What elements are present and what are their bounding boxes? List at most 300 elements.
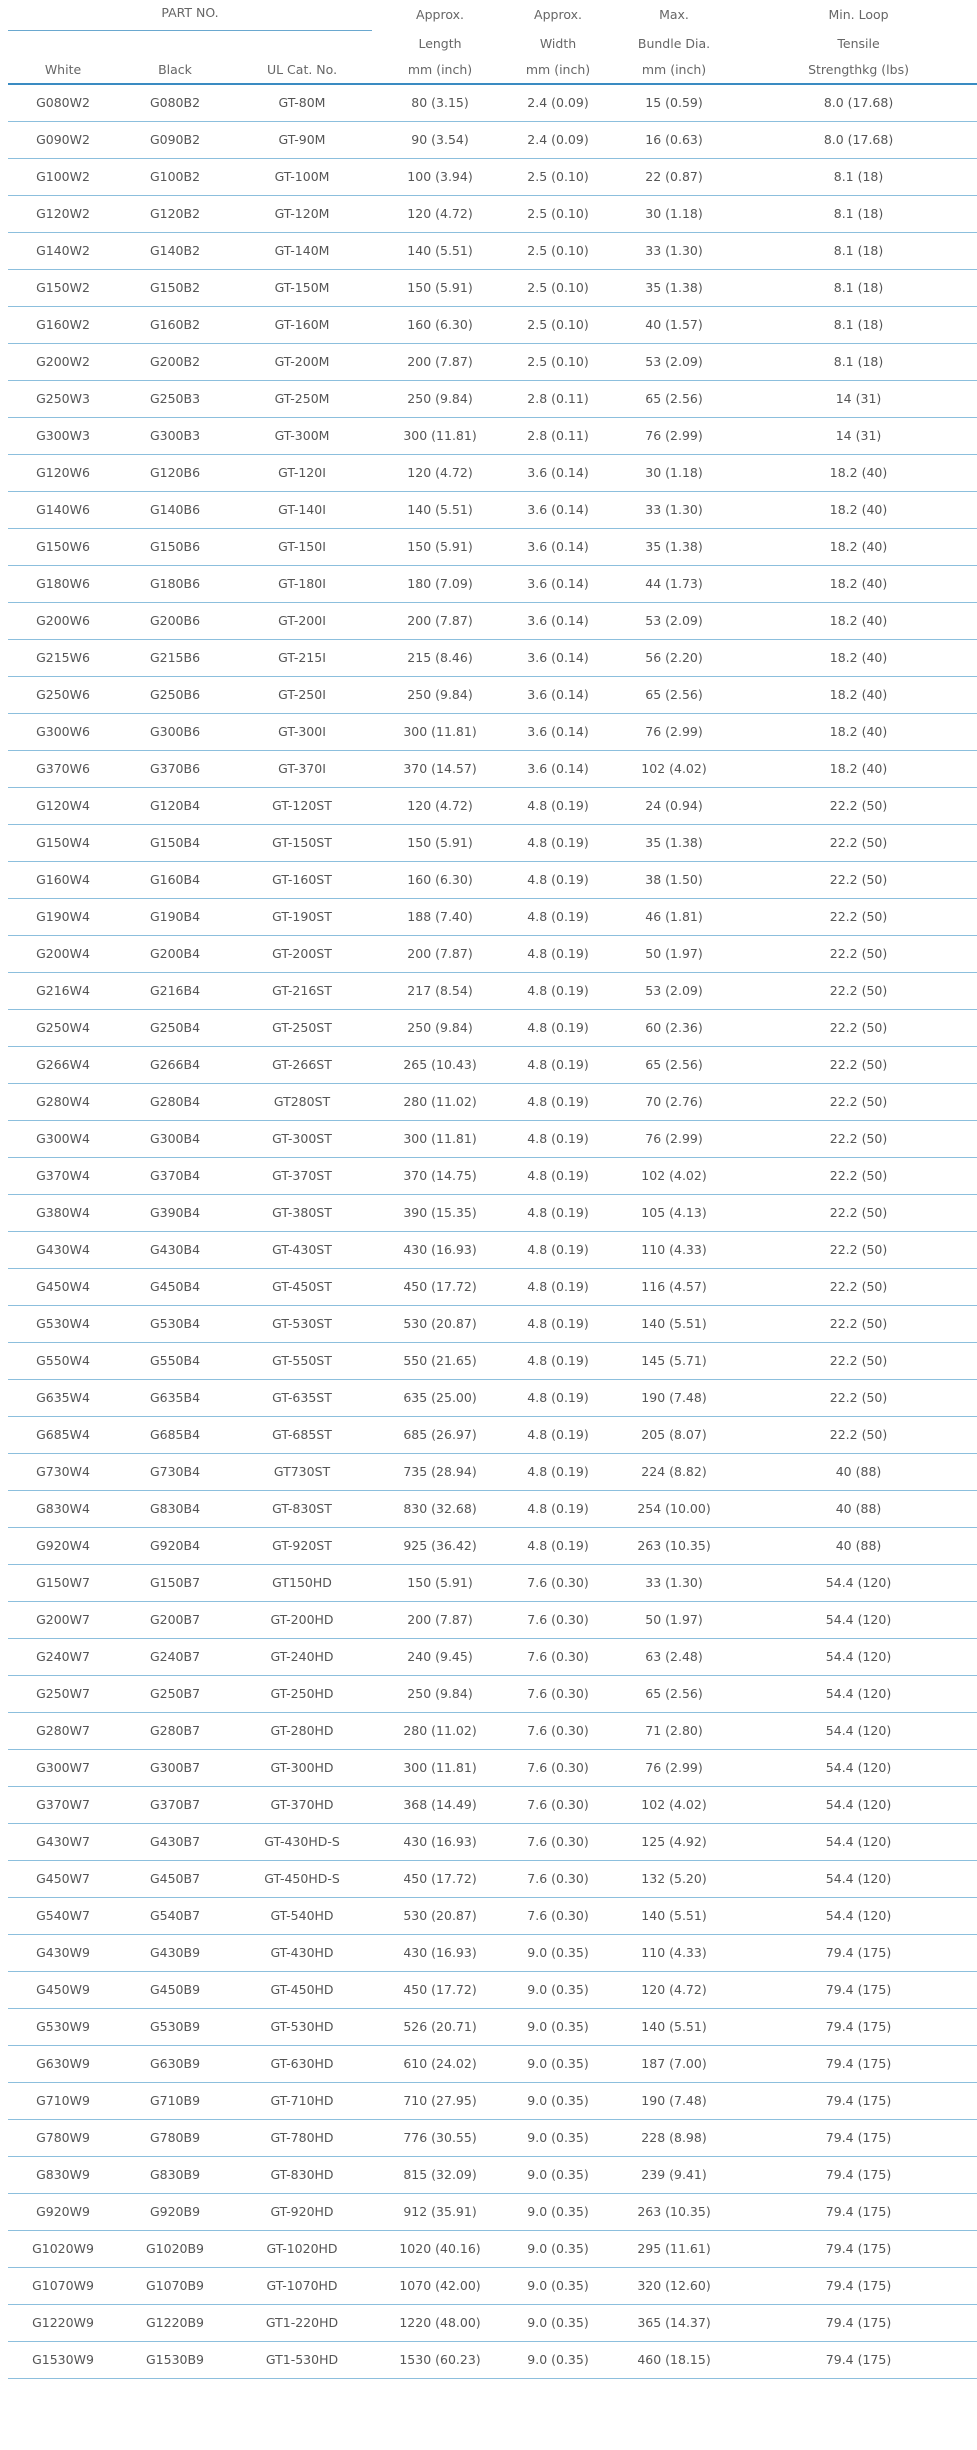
cell-black-part-no: G280B7 (118, 1712, 232, 1749)
cell-white-part-no: G830W4 (8, 1490, 118, 1527)
cell-width: 3.6 (0.14) (508, 750, 608, 787)
cell-length: 300 (11.81) (372, 1120, 508, 1157)
cell-white-part-no: G450W9 (8, 1971, 118, 2008)
cell-tensile-strength: 79.4 (175) (740, 2193, 977, 2230)
cell-tensile-strength: 79.4 (175) (740, 2119, 977, 2156)
cell-ul-cat-no: GT-250M (232, 380, 372, 417)
cell-length: 430 (16.93) (372, 1231, 508, 1268)
table-row (8, 1268, 977, 1305)
table-row (8, 861, 977, 898)
cell-bundle-dia: 53 (2.09) (608, 343, 740, 380)
cell-black-part-no: G240B7 (118, 1638, 232, 1675)
cell-length: 815 (32.09) (372, 2156, 508, 2193)
cell-black-part-no: G266B4 (118, 1046, 232, 1083)
cell-bundle-dia: 76 (2.99) (608, 1749, 740, 1786)
cell-tensile-strength: 79.4 (175) (740, 2082, 977, 2119)
cell-ul-cat-no: GT-370HD (232, 1786, 372, 1823)
cell-width: 9.0 (0.35) (508, 2082, 608, 2119)
cell-white-part-no: G080W2 (8, 84, 118, 122)
cell-length: 1020 (40.16) (372, 2230, 508, 2267)
table-row (8, 1416, 977, 1453)
cell-width: 9.0 (0.35) (508, 1971, 608, 2008)
header-tensile-unit: Strengthkg (lbs) (740, 57, 977, 84)
cell-black-part-no: G780B9 (118, 2119, 232, 2156)
cell-length: 300 (11.81) (372, 417, 508, 454)
cell-white-part-no: G160W2 (8, 306, 118, 343)
cell-length: 776 (30.55) (372, 2119, 508, 2156)
cell-width: 3.6 (0.14) (508, 454, 608, 491)
cell-black-part-no: G300B6 (118, 713, 232, 750)
cell-tensile-strength: 22.2 (50) (740, 1231, 977, 1268)
table-row (8, 2156, 977, 2193)
cell-width: 4.8 (0.19) (508, 1527, 608, 1564)
header-row-1 (8, 0, 977, 31)
cell-width: 7.6 (0.30) (508, 1749, 608, 1786)
table-row (8, 380, 977, 417)
cell-tensile-strength: 22.2 (50) (740, 898, 977, 935)
cell-bundle-dia: 228 (8.98) (608, 2119, 740, 2156)
cell-bundle-dia: 145 (5.71) (608, 1342, 740, 1379)
table-row (8, 2119, 977, 2156)
cell-tensile-strength: 8.1 (18) (740, 195, 977, 232)
cell-black-part-no: G710B9 (118, 2082, 232, 2119)
cell-length: 188 (7.40) (372, 898, 508, 935)
cell-tensile-strength: 79.4 (175) (740, 2341, 977, 2378)
cell-tensile-strength: 8.0 (17.68) (740, 121, 977, 158)
cell-ul-cat-no: GT-450HD-S (232, 1860, 372, 1897)
cell-length: 368 (14.49) (372, 1786, 508, 1823)
cell-length: 526 (20.71) (372, 2008, 508, 2045)
table-row (8, 2230, 977, 2267)
cell-black-part-no: G216B4 (118, 972, 232, 1009)
cell-white-part-no: G200W7 (8, 1601, 118, 1638)
header-bundle-unit: mm (inch) (608, 57, 740, 84)
cell-white-part-no: G530W4 (8, 1305, 118, 1342)
cell-white-part-no: G300W6 (8, 713, 118, 750)
cell-white-part-no: G450W7 (8, 1860, 118, 1897)
cell-tensile-strength: 22.2 (50) (740, 861, 977, 898)
cell-ul-cat-no: GT-140I (232, 491, 372, 528)
cell-black-part-no: G920B4 (118, 1527, 232, 1564)
cell-white-part-no: G630W9 (8, 2045, 118, 2082)
cell-white-part-no: G190W4 (8, 898, 118, 935)
cell-width: 7.6 (0.30) (508, 1601, 608, 1638)
cell-ul-cat-no: GT-120I (232, 454, 372, 491)
cell-length: 430 (16.93) (372, 1934, 508, 1971)
cell-width: 2.4 (0.09) (508, 121, 608, 158)
cell-width: 4.8 (0.19) (508, 1194, 608, 1231)
cell-length: 735 (28.94) (372, 1453, 508, 1490)
cell-width: 2.5 (0.10) (508, 158, 608, 195)
cell-white-part-no: G180W6 (8, 565, 118, 602)
table-row (8, 1971, 977, 2008)
cell-ul-cat-no: GT-830HD (232, 2156, 372, 2193)
table-row (8, 1749, 977, 1786)
cell-ul-cat-no: GT-300M (232, 417, 372, 454)
cell-black-part-no: G215B6 (118, 639, 232, 676)
header-tensile-line1: Min. Loop (828, 7, 889, 23)
cell-bundle-dia: 65 (2.56) (608, 1046, 740, 1083)
cell-white-part-no: G090W2 (8, 121, 118, 158)
cell-white-part-no: G450W4 (8, 1268, 118, 1305)
cell-white-part-no: G140W2 (8, 232, 118, 269)
cell-length: 217 (8.54) (372, 972, 508, 1009)
cell-length: 180 (7.09) (372, 565, 508, 602)
cell-black-part-no: G150B4 (118, 824, 232, 861)
table-row (8, 343, 977, 380)
cell-tensile-strength: 8.1 (18) (740, 269, 977, 306)
cell-tensile-strength: 40 (88) (740, 1527, 977, 1564)
cell-tensile-strength: 22.2 (50) (740, 1305, 977, 1342)
cell-ul-cat-no: GT-380ST (232, 1194, 372, 1231)
table-row (8, 1305, 977, 1342)
cell-tensile-strength: 8.1 (18) (740, 306, 977, 343)
cell-width: 9.0 (0.35) (508, 1934, 608, 1971)
table-row (8, 1897, 977, 1934)
cell-length: 925 (36.42) (372, 1527, 508, 1564)
cell-tensile-strength: 8.0 (17.68) (740, 84, 977, 122)
cell-black-part-no: G200B6 (118, 602, 232, 639)
cell-bundle-dia: 33 (1.30) (608, 491, 740, 528)
cell-width: 3.6 (0.14) (508, 602, 608, 639)
cell-ul-cat-no: GT-370I (232, 750, 372, 787)
cell-bundle-dia: 254 (10.00) (608, 1490, 740, 1527)
table-row (8, 1601, 977, 1638)
cell-bundle-dia: 40 (1.57) (608, 306, 740, 343)
cell-bundle-dia: 50 (1.97) (608, 1601, 740, 1638)
cell-width: 2.5 (0.10) (508, 306, 608, 343)
cell-width: 2.4 (0.09) (508, 84, 608, 122)
cell-bundle-dia: 76 (2.99) (608, 417, 740, 454)
cell-ul-cat-no: GT-450ST (232, 1268, 372, 1305)
cell-black-part-no: G450B4 (118, 1268, 232, 1305)
cell-tensile-strength: 79.4 (175) (740, 1971, 977, 2008)
cell-bundle-dia: 63 (2.48) (608, 1638, 740, 1675)
cell-black-part-no: G190B4 (118, 898, 232, 935)
cell-ul-cat-no: GT1-530HD (232, 2341, 372, 2378)
cell-width: 7.6 (0.30) (508, 1638, 608, 1675)
table-row (8, 1934, 977, 1971)
cell-ul-cat-no: GT-240HD (232, 1638, 372, 1675)
cell-black-part-no: G120B4 (118, 787, 232, 824)
cell-tensile-strength: 79.4 (175) (740, 1934, 977, 1971)
cell-ul-cat-no: GT-200I (232, 602, 372, 639)
cell-tensile-strength: 22.2 (50) (740, 1379, 977, 1416)
cell-bundle-dia: 35 (1.38) (608, 824, 740, 861)
cell-white-part-no: G710W9 (8, 2082, 118, 2119)
cell-ul-cat-no: GT-200HD (232, 1601, 372, 1638)
cell-black-part-no: G630B9 (118, 2045, 232, 2082)
header-width-line2: Width (539, 35, 577, 51)
cell-width: 4.8 (0.19) (508, 1416, 608, 1453)
cell-bundle-dia: 65 (2.56) (608, 380, 740, 417)
cell-ul-cat-no: GT-280HD (232, 1712, 372, 1749)
cell-black-part-no: G430B4 (118, 1231, 232, 1268)
cell-tensile-strength: 14 (31) (740, 417, 977, 454)
cell-ul-cat-no: GT-300ST (232, 1120, 372, 1157)
table-row (8, 195, 977, 232)
cell-length: 200 (7.87) (372, 602, 508, 639)
cell-ul-cat-no: GT-430HD (232, 1934, 372, 1971)
cell-tensile-strength: 8.1 (18) (740, 232, 977, 269)
cell-width: 2.8 (0.11) (508, 380, 608, 417)
cell-tensile-strength: 8.1 (18) (740, 343, 977, 380)
cell-length: 90 (3.54) (372, 121, 508, 158)
table-row (8, 1046, 977, 1083)
header-width-line1: Approx. (534, 7, 582, 23)
cell-length: 450 (17.72) (372, 1971, 508, 2008)
cell-white-part-no: G430W9 (8, 1934, 118, 1971)
cell-black-part-no: G150B2 (118, 269, 232, 306)
cell-white-part-no: G266W4 (8, 1046, 118, 1083)
cell-length: 1220 (48.00) (372, 2304, 508, 2341)
cell-bundle-dia: 102 (4.02) (608, 1157, 740, 1194)
cell-length: 685 (26.97) (372, 1416, 508, 1453)
cell-black-part-no: G1220B9 (118, 2304, 232, 2341)
cell-width: 9.0 (0.35) (508, 2193, 608, 2230)
table-row (8, 1823, 977, 1860)
cell-bundle-dia: 125 (4.92) (608, 1823, 740, 1860)
cell-ul-cat-no: GT-200ST (232, 935, 372, 972)
cell-black-part-no: G1020B9 (118, 2230, 232, 2267)
cell-width: 4.8 (0.19) (508, 861, 608, 898)
cell-white-part-no: G1070W9 (8, 2267, 118, 2304)
cell-width: 4.8 (0.19) (508, 1083, 608, 1120)
table-row (8, 676, 977, 713)
table-row (8, 1083, 977, 1120)
table-row (8, 750, 977, 787)
cell-length: 160 (6.30) (372, 306, 508, 343)
cell-width: 3.6 (0.14) (508, 639, 608, 676)
cell-black-part-no: G250B4 (118, 1009, 232, 1046)
cell-white-part-no: G250W3 (8, 380, 118, 417)
table-row (8, 306, 977, 343)
table-row (8, 972, 977, 1009)
cell-white-part-no: G370W4 (8, 1157, 118, 1194)
cell-length: 830 (32.68) (372, 1490, 508, 1527)
cell-black-part-no: G430B9 (118, 1934, 232, 1971)
cell-width: 2.5 (0.10) (508, 232, 608, 269)
cell-black-part-no: G430B7 (118, 1823, 232, 1860)
table-row (8, 491, 977, 528)
cell-ul-cat-no: GT-300HD (232, 1749, 372, 1786)
cell-ul-cat-no: GT-635ST (232, 1379, 372, 1416)
cell-ul-cat-no: GT-150I (232, 528, 372, 565)
table-row (8, 232, 977, 269)
cell-width: 3.6 (0.14) (508, 565, 608, 602)
cell-tensile-strength: 18.2 (40) (740, 676, 977, 713)
cell-white-part-no: G1220W9 (8, 2304, 118, 2341)
cell-white-part-no: G920W4 (8, 1527, 118, 1564)
cell-ul-cat-no: GT-266ST (232, 1046, 372, 1083)
cell-bundle-dia: 65 (2.56) (608, 676, 740, 713)
cell-length: 150 (5.91) (372, 824, 508, 861)
cell-ul-cat-no: GT-540HD (232, 1897, 372, 1934)
cell-ul-cat-no: GT-685ST (232, 1416, 372, 1453)
cell-white-part-no: G540W7 (8, 1897, 118, 1934)
cell-width: 9.0 (0.35) (508, 2304, 608, 2341)
cell-ul-cat-no: GT-370ST (232, 1157, 372, 1194)
cell-bundle-dia: 15 (0.59) (608, 84, 740, 122)
cell-black-part-no: G450B9 (118, 1971, 232, 2008)
header-row-3 (8, 57, 977, 84)
header-white: White (8, 57, 118, 84)
cell-bundle-dia: 50 (1.97) (608, 935, 740, 972)
cell-bundle-dia: 460 (18.15) (608, 2341, 740, 2378)
cell-ul-cat-no: GT-920ST (232, 1527, 372, 1564)
cell-width: 7.6 (0.30) (508, 1675, 608, 1712)
cell-length: 120 (4.72) (372, 787, 508, 824)
cell-ul-cat-no: GT-1070HD (232, 2267, 372, 2304)
cell-bundle-dia: 263 (10.35) (608, 1527, 740, 1564)
header-length-unit: mm (inch) (372, 57, 508, 84)
cell-length: 610 (24.02) (372, 2045, 508, 2082)
cell-tensile-strength: 54.4 (120) (740, 1564, 977, 1601)
cell-bundle-dia: 187 (7.00) (608, 2045, 740, 2082)
cell-tensile-strength: 22.2 (50) (740, 972, 977, 1009)
cell-ul-cat-no: GT-250I (232, 676, 372, 713)
cable-tie-spec-table (8, 0, 977, 2379)
cell-bundle-dia: 24 (0.94) (608, 787, 740, 824)
cell-ul-cat-no: GT-120ST (232, 787, 372, 824)
cell-white-part-no: G250W4 (8, 1009, 118, 1046)
cell-bundle-dia: 65 (2.56) (608, 1675, 740, 1712)
cell-width: 9.0 (0.35) (508, 2230, 608, 2267)
table-row (8, 2082, 977, 2119)
cell-black-part-no: G1530B9 (118, 2341, 232, 2378)
header-bundle-line2: Bundle Dia. (637, 35, 711, 51)
cell-black-part-no: G370B4 (118, 1157, 232, 1194)
cell-white-part-no: G250W7 (8, 1675, 118, 1712)
cell-black-part-no: G300B4 (118, 1120, 232, 1157)
table-row (8, 639, 977, 676)
cell-white-part-no: G430W4 (8, 1231, 118, 1268)
cell-width: 3.6 (0.14) (508, 528, 608, 565)
cell-tensile-strength: 22.2 (50) (740, 1342, 977, 1379)
cell-length: 300 (11.81) (372, 713, 508, 750)
cell-ul-cat-no: GT280ST (232, 1083, 372, 1120)
cell-bundle-dia: 365 (14.37) (608, 2304, 740, 2341)
cell-black-part-no: G920B9 (118, 2193, 232, 2230)
cell-ul-cat-no: GT-550ST (232, 1342, 372, 1379)
cell-bundle-dia: 33 (1.30) (608, 232, 740, 269)
cell-ul-cat-no: GT-216ST (232, 972, 372, 1009)
cell-tensile-strength: 18.2 (40) (740, 639, 977, 676)
cell-bundle-dia: 116 (4.57) (608, 1268, 740, 1305)
table-row (8, 1712, 977, 1749)
header-part-no: PART NO. (8, 0, 372, 31)
cell-ul-cat-no: GT-150ST (232, 824, 372, 861)
cell-tensile-strength: 18.2 (40) (740, 602, 977, 639)
cell-bundle-dia: 110 (4.33) (608, 1231, 740, 1268)
cell-black-part-no: G685B4 (118, 1416, 232, 1453)
cell-bundle-dia: 22 (0.87) (608, 158, 740, 195)
cell-bundle-dia: 320 (12.60) (608, 2267, 740, 2304)
cell-black-part-no: G390B4 (118, 1194, 232, 1231)
table-row (8, 1675, 977, 1712)
table-row (8, 528, 977, 565)
cell-tensile-strength: 22.2 (50) (740, 1009, 977, 1046)
cell-bundle-dia: 60 (2.36) (608, 1009, 740, 1046)
cell-length: 150 (5.91) (372, 528, 508, 565)
cell-black-part-no: G550B4 (118, 1342, 232, 1379)
cell-tensile-strength: 79.4 (175) (740, 2156, 977, 2193)
cell-black-part-no: G180B6 (118, 565, 232, 602)
cell-ul-cat-no: GT-160M (232, 306, 372, 343)
cell-length: 250 (9.84) (372, 380, 508, 417)
cell-ul-cat-no: GT150HD (232, 1564, 372, 1601)
cell-ul-cat-no: GT-100M (232, 158, 372, 195)
table-row (8, 158, 977, 195)
cell-length: 530 (20.87) (372, 1897, 508, 1934)
cell-bundle-dia: 205 (8.07) (608, 1416, 740, 1453)
cell-black-part-no: G120B2 (118, 195, 232, 232)
cell-width: 2.8 (0.11) (508, 417, 608, 454)
cell-ul-cat-no: GT-190ST (232, 898, 372, 935)
cell-ul-cat-no: GT-150M (232, 269, 372, 306)
cell-ul-cat-no: GT-160ST (232, 861, 372, 898)
header-part-spacer (8, 31, 372, 57)
cell-black-part-no: G280B4 (118, 1083, 232, 1120)
cell-width: 7.6 (0.30) (508, 1712, 608, 1749)
table-header (8, 0, 977, 84)
table-row (8, 1231, 977, 1268)
table-row (8, 2304, 977, 2341)
cell-bundle-dia: 190 (7.48) (608, 1379, 740, 1416)
cell-tensile-strength: 22.2 (50) (740, 1416, 977, 1453)
table-row (8, 84, 977, 122)
cell-tensile-strength: 79.4 (175) (740, 2304, 977, 2341)
cell-ul-cat-no: GT1-220HD (232, 2304, 372, 2341)
table-row (8, 1009, 977, 1046)
cell-tensile-strength: 79.4 (175) (740, 2267, 977, 2304)
cell-ul-cat-no: GT-200M (232, 343, 372, 380)
cell-ul-cat-no: GT-180I (232, 565, 372, 602)
cell-white-part-no: G370W7 (8, 1786, 118, 1823)
cell-white-part-no: G530W9 (8, 2008, 118, 2045)
cell-length: 250 (9.84) (372, 1675, 508, 1712)
cell-bundle-dia: 190 (7.48) (608, 2082, 740, 2119)
cell-black-part-no: G140B6 (118, 491, 232, 528)
cell-width: 4.8 (0.19) (508, 824, 608, 861)
table-row (8, 1490, 977, 1527)
cell-length: 710 (27.95) (372, 2082, 508, 2119)
cell-width: 4.8 (0.19) (508, 1453, 608, 1490)
cell-length: 430 (16.93) (372, 1823, 508, 1860)
cable-tie-spec-table-container (8, 0, 909, 2379)
cell-white-part-no: G280W4 (8, 1083, 118, 1120)
table-row (8, 1564, 977, 1601)
cell-black-part-no: G120B6 (118, 454, 232, 491)
table-row (8, 1120, 977, 1157)
cell-ul-cat-no: GT-430HD-S (232, 1823, 372, 1860)
cell-white-part-no: G550W4 (8, 1342, 118, 1379)
cell-width: 7.6 (0.30) (508, 1860, 608, 1897)
cell-black-part-no: G250B7 (118, 1675, 232, 1712)
table-row (8, 417, 977, 454)
cell-length: 240 (9.45) (372, 1638, 508, 1675)
cell-black-part-no: G090B2 (118, 121, 232, 158)
cell-white-part-no: G150W6 (8, 528, 118, 565)
cell-length: 140 (5.51) (372, 491, 508, 528)
table-row (8, 269, 977, 306)
cell-ul-cat-no: GT-450HD (232, 1971, 372, 2008)
cell-tensile-strength: 22.2 (50) (740, 824, 977, 861)
cell-bundle-dia: 44 (1.73) (608, 565, 740, 602)
cell-width: 4.8 (0.19) (508, 1305, 608, 1342)
cell-black-part-no: G540B7 (118, 1897, 232, 1934)
cell-width: 4.8 (0.19) (508, 1046, 608, 1083)
